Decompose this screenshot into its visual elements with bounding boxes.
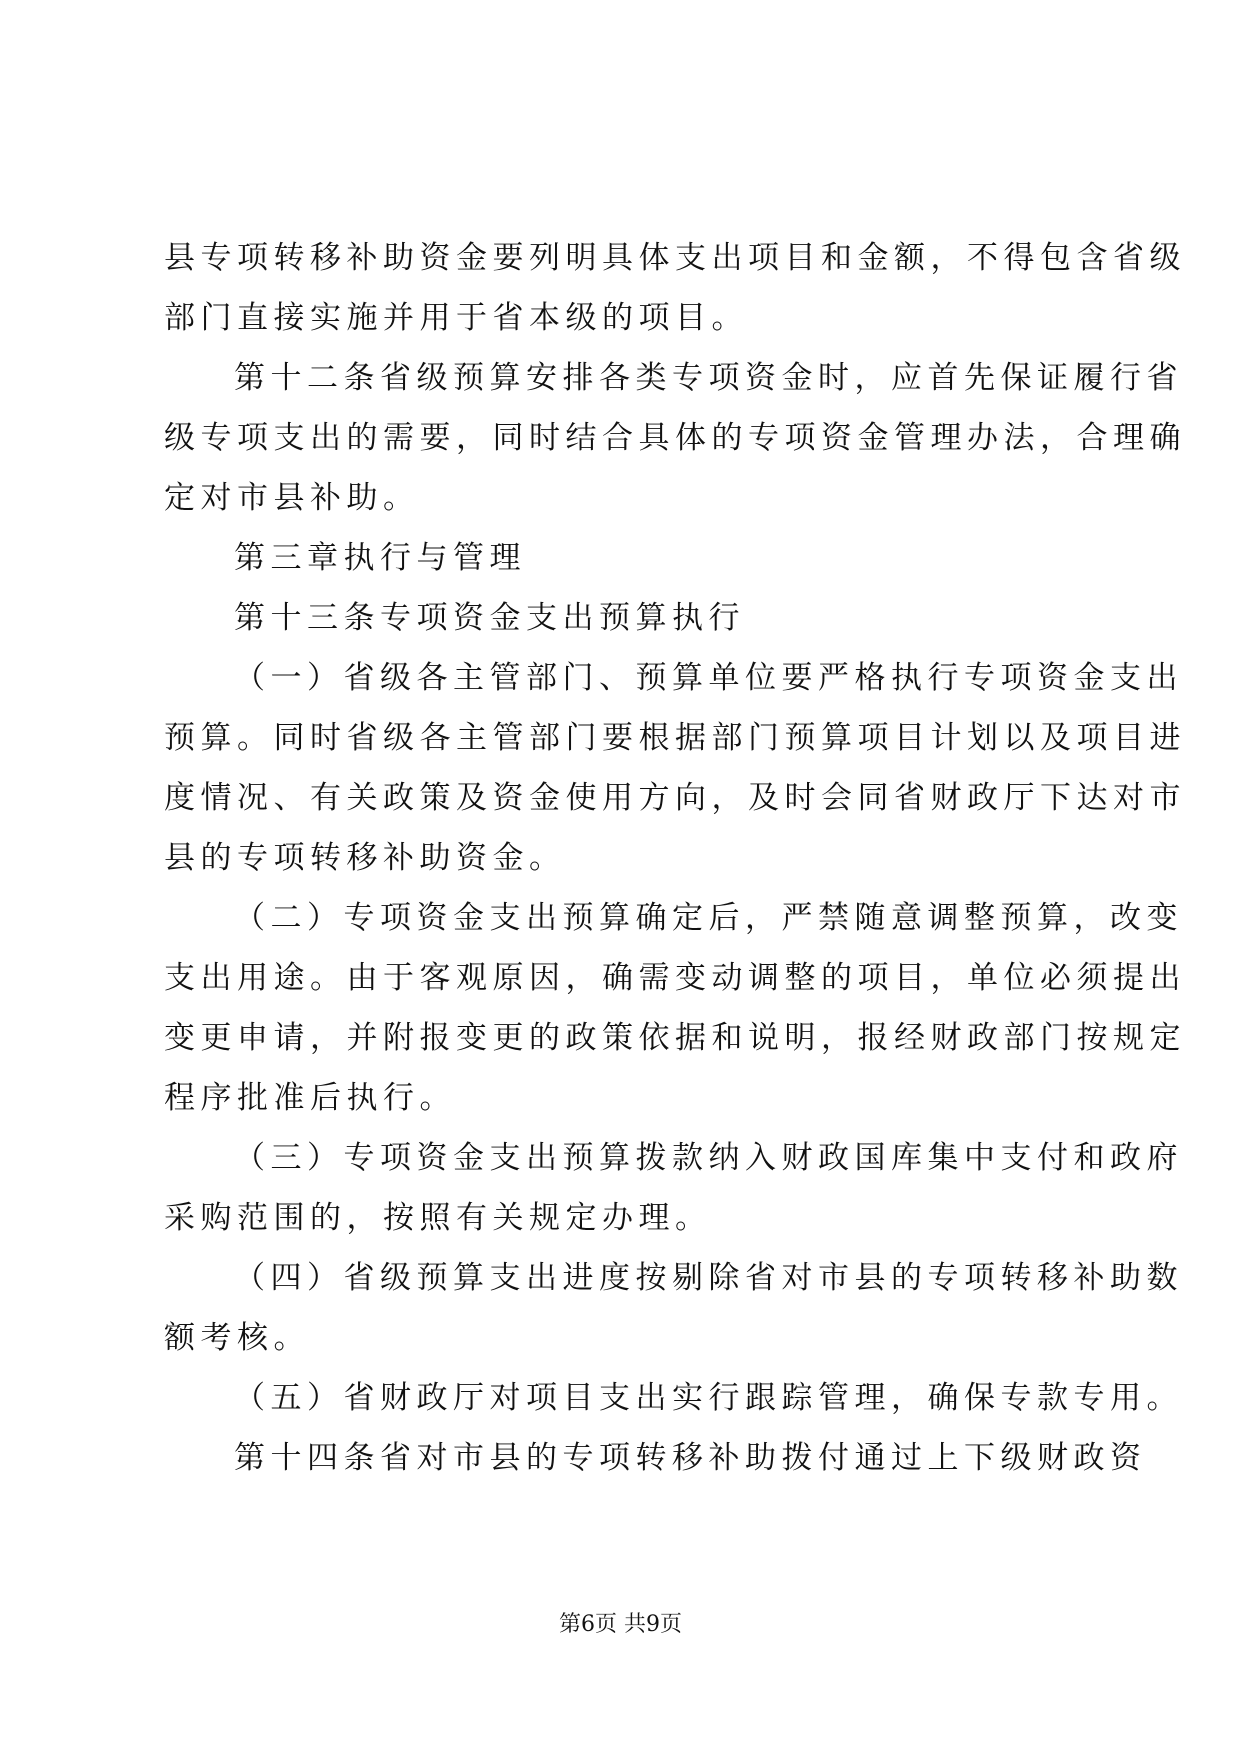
page-footer (0, 1610, 1241, 1640)
chapter-heading: 第三章执行与管理 (234, 540, 526, 576)
text-line: 部门直接实施并用于省本级的项目。 (164, 300, 748, 336)
text-line: 程序批准后执行。 (164, 1080, 456, 1116)
article-heading: 第十三条专项资金支出预算执行 (234, 600, 745, 636)
text-line: （三）专项资金支出预算拨款纳入财政国库集中支付和政府 (234, 1140, 1183, 1176)
text-line: （五）省财政厅对项目支出实行跟踪管理，确保专款专用。 (234, 1380, 1183, 1416)
text-line: 支出用途。由于客观原因，确需变动调整的项目，单位必须提出 (164, 960, 1186, 996)
text-line: 额考核。 (164, 1320, 310, 1356)
text-line: 度情况、有关政策及资金使用方向，及时会同省财政厅下达对市 (164, 780, 1186, 816)
text-line: 定对市县补助。 (164, 480, 420, 516)
text-line: 第十四条省对市县的专项转移补助拨付通过上下级财政资 (234, 1440, 1147, 1476)
text-line: （四）省级预算支出进度按剔除省对市县的专项转移补助数 (234, 1260, 1183, 1296)
text-line: 变更申请，并附报变更的政策依据和说明，报经财政部门按规定 (164, 1020, 1186, 1056)
text-line: 县的专项转移补助资金。 (164, 840, 566, 876)
text-line: 县专项转移补助资金要列明具体支出项目和金额，不得包含省级 (164, 240, 1186, 276)
text-line: 预算。同时省级各主管部门要根据部门预算项目计划以及项目进 (164, 720, 1186, 756)
text-line: 第十二条省级预算安排各类专项资金时，应首先保证履行省 (234, 360, 1183, 396)
text-line: 级专项支出的需要，同时结合具体的专项资金管理办法，合理确 (164, 420, 1186, 456)
text-line: 采购范围的，按照有关规定办理。 (164, 1200, 712, 1236)
text-line: （一）省级各主管部门、预算单位要严格执行专项资金支出 (234, 660, 1183, 696)
page-number: 第6页 共9页 (559, 1612, 682, 1637)
text-line: （二）专项资金支出预算确定后，严禁随意调整预算，改变 (234, 900, 1183, 936)
